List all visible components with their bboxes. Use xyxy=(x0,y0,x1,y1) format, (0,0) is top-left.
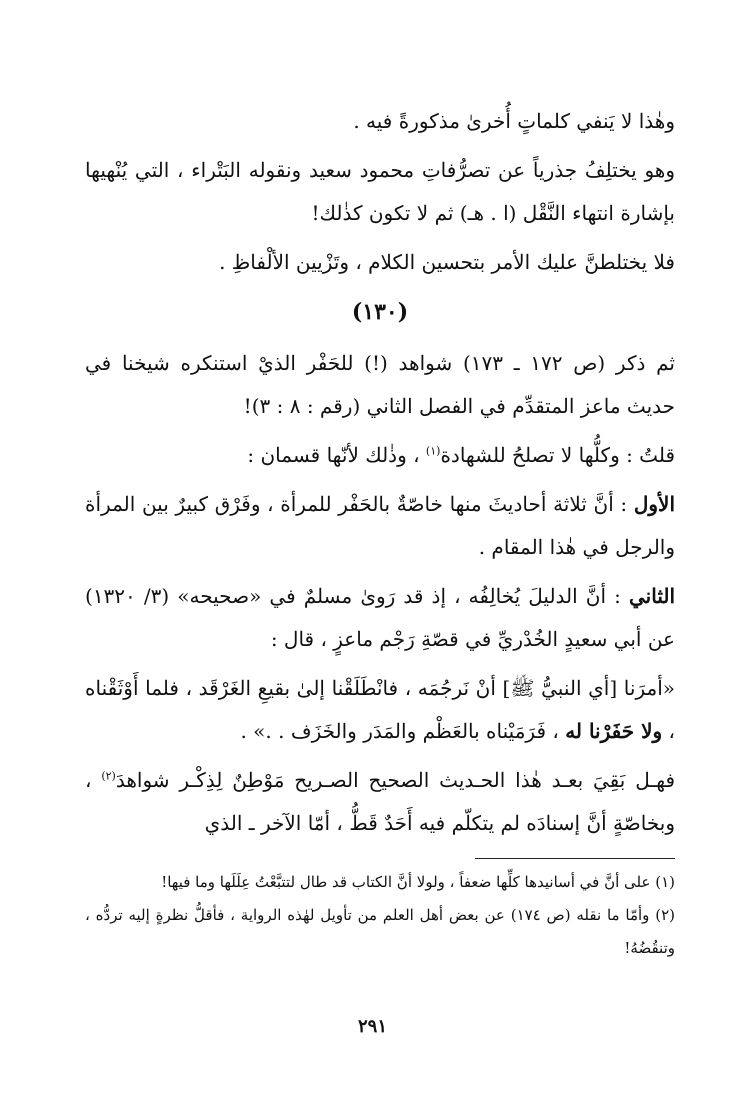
document-page xyxy=(85,100,675,1060)
paragraph-text: فهـل بَقِيَ بعـد هٰذا الحـديث الصحيح الصـريح مَوْطِنٌ لِذِكْـر شواهدَ xyxy=(115,768,675,792)
section-heading: (١٣٠) xyxy=(351,299,409,325)
paragraph-3: فلا يختلطنَّ عليك الأمر بتحسين الكلام ، وتَزْيين الألْفاظِ . xyxy=(219,250,675,274)
second-label: الثاني xyxy=(628,584,675,608)
page-number: ٢٩١ xyxy=(357,1016,387,1037)
section-paragraph-6 xyxy=(85,759,675,845)
quote-emphasis: ولا حَفَرْنا له xyxy=(565,719,663,743)
paragraph-text: ، وذٰلك لأنّها قسمان : xyxy=(247,443,420,467)
paragraph-text: قلتُ : وكلُّها لا تصلحُ للشهادة xyxy=(440,443,675,467)
paragraph-text: : أنَّ الدليلَ يُخالِفُه ، إذ قد رَوىٰ مسلمٌ في «صحيحه» (٣/ ١٣٢٠) عن أبي سعيدٍ الخُدْريِّ في قصّةِ رَجْم ماعزٍ ، قال : xyxy=(85,584,675,651)
section-paragraph-2 xyxy=(85,434,675,477)
footnote-ref-2: (٢) xyxy=(101,769,116,783)
first-label: الأول xyxy=(633,492,675,516)
section-paragraph-4 xyxy=(85,575,675,661)
footnote-separator xyxy=(475,858,675,859)
footnote-1: (١) على أنَّ في أسانيدها كلِّها ضعفاً ، ولولا أنَّ الكتاب قد طال لتتبَّعْتُ عِلَلَها وما فيها! xyxy=(161,873,675,891)
section-paragraph-1: ثم ذكر (ص ١٧٢ ـ ١٧٣) شواهد (!) للحَفْر الذيْ استنكره شيخنا في حديث ماعز المتقدِّم في الفصل الثاني (رقم : ٨ : ٣)! xyxy=(85,351,675,418)
paragraph-1: وهٰذا لا يَنفي كلماتٍ أُخرىٰ مذكورةً فيه . xyxy=(353,109,675,133)
footnotes xyxy=(85,866,675,965)
footnote-2: (٢) وأمّا ما نقله (ص ١٧٤) عن بعض أهل العلم من تأويل لهٰذه الرواية ، فأقلُّ نظرةٍ إليه تردُّه ، وتنقُضُهُ! xyxy=(85,906,675,957)
paragraph-text: ، وبخاصّةٍ أنَّ إسنادَه لم يتكلّم فيه أَحَدٌ قَطُّ ، أمّا الآخر ـ الذي xyxy=(85,768,675,835)
quote-text: «أمرَنا [أي النبيُّ ﷺ] أنْ نَرجُمَه ، فانْطَلَقْنا إلىٰ بقيعِ الغَرْقَد ، فلما أَوْثَقْناه ، xyxy=(85,676,675,743)
paragraph-2: وهو يختلِفُ جذرياً عن تصرُّفاتِ محمود سعيد ونقوله البَتْراء ، التي يُنْهيها بإشارة انتهاء النَّقْل (ا . هـ) ثم لا تكون كذٰلك! xyxy=(85,158,675,225)
footnote-ref-1: (١) xyxy=(425,444,441,458)
paragraph-text: : أنَّ ثلاثة أحاديثَ منها خاصّةٌ بالحَفْر للمرأة ، وفَرْق كبيرٌ بين المرأة والرجل في هٰذا المقام . xyxy=(85,492,675,559)
hadith-quote xyxy=(85,667,675,753)
quote-text: ، فَرَمَيْناه بالعَظْم والمَدَر والخَزَف . .» . xyxy=(240,719,559,743)
section-paragraph-3 xyxy=(85,483,675,569)
